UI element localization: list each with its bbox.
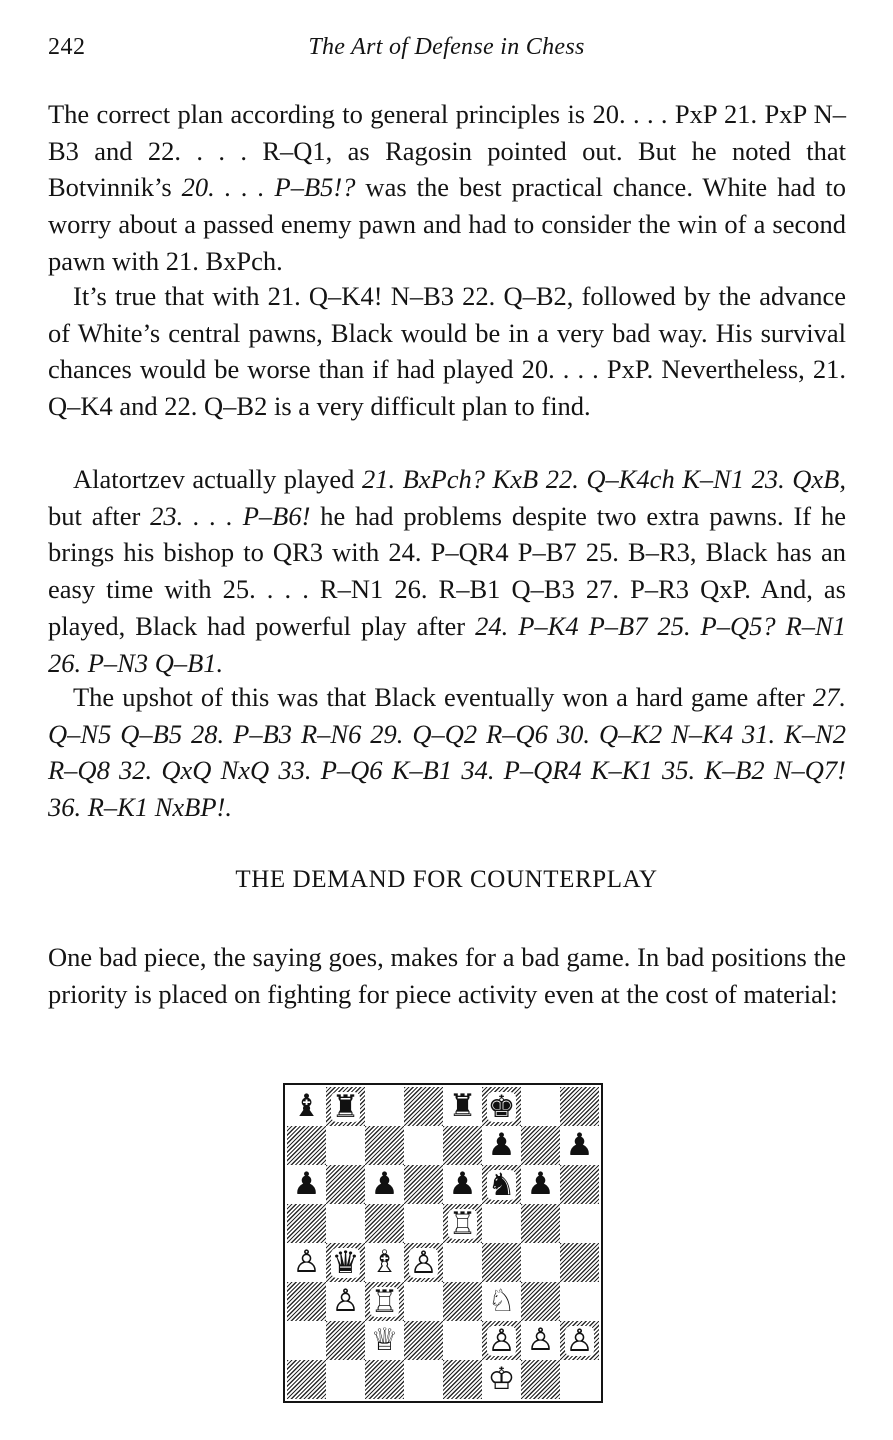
dark-square xyxy=(287,1126,326,1165)
dark-square xyxy=(443,1204,482,1243)
black-pawn-icon: ♟ xyxy=(565,1127,594,1163)
dark-square xyxy=(404,1321,443,1360)
text-run: The upshot of this was that Black eventually won a hard game after xyxy=(73,682,813,712)
light-square xyxy=(287,1165,326,1204)
light-square xyxy=(482,1204,521,1243)
white-pawn-icon: ♙ xyxy=(331,1283,360,1319)
light-square xyxy=(326,1204,365,1243)
light-square xyxy=(404,1126,443,1165)
light-square xyxy=(287,1243,326,1282)
text-run: but after xyxy=(48,500,151,531)
dark-square xyxy=(521,1360,560,1399)
dark-square xyxy=(560,1321,599,1360)
light-square xyxy=(287,1321,326,1360)
text-run: Alatortzev actually played xyxy=(73,464,362,494)
light-square xyxy=(521,1165,560,1204)
paragraph-1 xyxy=(48,96,846,280)
light-square xyxy=(560,1282,599,1321)
dark-square xyxy=(443,1126,482,1165)
white-rook-icon: ♖ xyxy=(448,1205,477,1242)
dark-square xyxy=(326,1165,365,1204)
black-rook-icon: ♜ xyxy=(448,1088,477,1124)
text-run: The correct plan according to general principles is 20. . . . PxP 21. PxP N–B3 and 22. . . . R–Q1, as Ragosin pointed out. But he noted that Botvinnik’s xyxy=(48,99,846,203)
white-pawn-icon: ♙ xyxy=(409,1244,438,1281)
light-square xyxy=(326,1126,365,1165)
black-rook-icon: ♜ xyxy=(331,1088,360,1125)
dark-square xyxy=(365,1126,404,1165)
black-pawn-icon: ♟ xyxy=(370,1166,399,1202)
light-square xyxy=(521,1087,560,1126)
light-square xyxy=(365,1321,404,1360)
dark-square xyxy=(326,1087,365,1126)
black-pawn-icon: ♟ xyxy=(526,1166,555,1202)
dark-square xyxy=(521,1204,560,1243)
dark-square xyxy=(443,1282,482,1321)
italic-move-text: 21. BxPch? KxB 22. Q–K4ch K–N1 23. QxB, xyxy=(361,464,846,494)
light-square xyxy=(560,1204,599,1243)
light-square xyxy=(326,1360,365,1399)
light-square xyxy=(365,1165,404,1204)
text-run: was the best practical chance. White had to worry about a passed enemy pawn and had to consider the win of a second pawn with 21. BxPch. xyxy=(48,172,846,276)
italic-move-text: 27. Q–N5 Q–B5 28. P–B3 R–N6 29. Q–Q2 R–Q6 30. Q–K2 N–K4 31. K–N2 R–Q8 32. QxQ NxQ 33. P–Q6 K–B1 34. P–QR4 K–K1 35. K–B2 N–Q7! 36. R–K1 NxBP!. xyxy=(48,682,846,823)
light-square xyxy=(482,1360,521,1399)
chessboard-grid xyxy=(287,1087,599,1399)
dark-square xyxy=(404,1243,443,1282)
light-square xyxy=(560,1360,599,1399)
paragraph-4 xyxy=(48,679,846,826)
paragraph-text xyxy=(48,679,846,826)
text-run: It’s true that with 21. Q–K4! N–B3 22. Q–B2, followed by the advance of White’s central pawns, Black would be in a very bad way. His survival chances would be worse than if had played 20. . . . PxP. Nevertheless, 21. Q–K4 and 22. Q–B2 is a very difficult plan to find. xyxy=(48,281,846,422)
black-knight-icon: ♞ xyxy=(487,1166,516,1203)
dark-square xyxy=(521,1126,560,1165)
dark-square xyxy=(287,1282,326,1321)
paragraph-text xyxy=(48,939,846,1012)
light-square xyxy=(365,1243,404,1282)
paragraph-text xyxy=(48,278,846,425)
dark-square xyxy=(443,1360,482,1399)
dark-square xyxy=(404,1087,443,1126)
dark-square xyxy=(404,1165,443,1204)
white-queen-icon: ♕ xyxy=(370,1322,399,1358)
light-square xyxy=(365,1087,404,1126)
light-square xyxy=(560,1126,599,1165)
white-pawn-icon: ♙ xyxy=(565,1322,594,1359)
dark-square xyxy=(326,1321,365,1360)
white-rook-icon: ♖ xyxy=(370,1283,399,1320)
white-bishop-icon: ♗ xyxy=(370,1244,399,1280)
black-pawn-icon: ♟ xyxy=(448,1166,477,1202)
black-pawn-icon: ♟ xyxy=(487,1127,516,1163)
light-square xyxy=(521,1321,560,1360)
dark-square xyxy=(482,1165,521,1204)
light-square xyxy=(521,1243,560,1282)
italic-move-text: 23. . . . P–B6! xyxy=(150,500,311,531)
dark-square xyxy=(482,1321,521,1360)
white-pawn-icon: ♙ xyxy=(487,1322,516,1359)
dark-square xyxy=(287,1360,326,1399)
light-square xyxy=(443,1243,482,1282)
light-square xyxy=(326,1282,365,1321)
light-square xyxy=(287,1087,326,1126)
white-pawn-icon: ♙ xyxy=(292,1244,321,1280)
chess-diagram xyxy=(283,1083,603,1403)
dark-square xyxy=(482,1243,521,1282)
dark-square xyxy=(365,1204,404,1243)
dark-square xyxy=(326,1243,365,1282)
text-run: One bad piece, the saying goes, makes for a bad game. In bad positions the priority is placed on fighting for piece activity even at the cost of material: xyxy=(48,942,846,1009)
paragraph-text xyxy=(48,461,846,681)
light-square xyxy=(482,1126,521,1165)
dark-square xyxy=(521,1282,560,1321)
light-square xyxy=(443,1321,482,1360)
text-run: he had problems despite two extra pawns. If he brings his bishop to QR3 with 24. P–QR4 P–B7 25. B–R3, Black has an easy time with 25. . . . R–N1 26. R–B1 Q–B3 27. P–R3 QxP. And, as played, Black had powerful play after xyxy=(48,500,847,641)
paragraph-2 xyxy=(48,278,846,425)
light-square xyxy=(404,1360,443,1399)
paragraph-text xyxy=(48,96,846,280)
light-square xyxy=(482,1282,521,1321)
black-pawn-icon: ♟ xyxy=(292,1166,321,1202)
dark-square xyxy=(365,1282,404,1321)
running-head: The Art of Defense in Chess xyxy=(308,34,585,60)
section-paragraph xyxy=(48,939,846,1012)
light-square xyxy=(404,1204,443,1243)
black-king-icon: ♚ xyxy=(487,1088,516,1125)
dark-square xyxy=(365,1360,404,1399)
black-bishop-icon: ♝ xyxy=(292,1088,321,1124)
paragraph-3 xyxy=(48,461,846,681)
page-number: 242 xyxy=(48,34,86,60)
italic-move-text: 20. . . . P–B5!? xyxy=(181,172,356,203)
white-pawn-icon: ♙ xyxy=(526,1322,555,1358)
dark-square xyxy=(560,1165,599,1204)
light-square xyxy=(443,1087,482,1126)
light-square xyxy=(443,1165,482,1204)
black-queen-icon: ♛ xyxy=(331,1244,360,1281)
white-knight-icon: ♘ xyxy=(487,1283,516,1319)
section-heading: THE DEMAND FOR COUNTERPLAY xyxy=(235,866,658,893)
dark-square xyxy=(287,1204,326,1243)
dark-square xyxy=(482,1087,521,1126)
dark-square xyxy=(560,1243,599,1282)
italic-move-text: 24. P–K4 P–B7 25. P–Q5? R–N1 26. P–N3 Q–B1. xyxy=(48,610,846,678)
light-square xyxy=(404,1282,443,1321)
white-king-icon: ♔ xyxy=(487,1361,516,1397)
dark-square xyxy=(560,1087,599,1126)
